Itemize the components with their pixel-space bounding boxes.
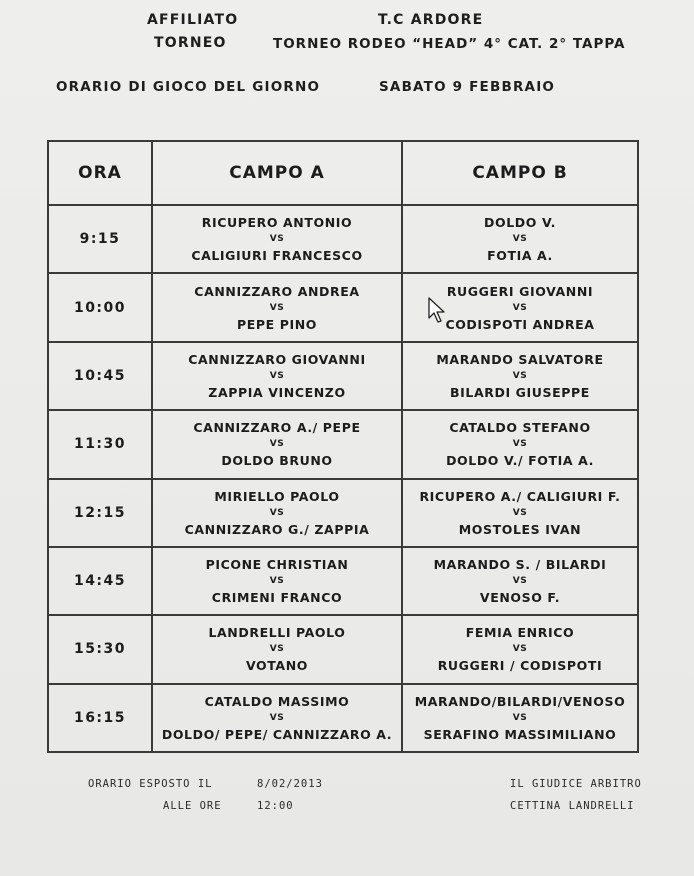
table-row bbox=[48, 205, 638, 273]
player-one: MARANDO/BILARDI/VENOSO bbox=[414, 693, 626, 709]
versus-label: VS bbox=[512, 370, 528, 381]
player-two: CRIMENI FRANCO bbox=[211, 590, 343, 606]
versus-label: VS bbox=[269, 644, 285, 655]
table-row bbox=[48, 684, 638, 752]
table-row bbox=[48, 342, 638, 410]
player-two: CANNIZZARO G./ ZAPPIA bbox=[184, 521, 370, 537]
player-two: VOTANO bbox=[246, 658, 308, 674]
versus-label: VS bbox=[269, 439, 285, 450]
player-one: DOLDO V. bbox=[484, 215, 556, 231]
player-one: MIRIELLO PAOLO bbox=[214, 488, 340, 504]
player-one: PICONE CHRISTIAN bbox=[205, 557, 349, 573]
header-ora: ORA bbox=[48, 141, 152, 205]
affiliato-label: AFFILIATO bbox=[147, 12, 239, 28]
time-cell: 12:15 bbox=[48, 479, 152, 547]
player-two: DOLDO BRUNO bbox=[221, 453, 333, 469]
campo-a-cell bbox=[152, 205, 402, 273]
player-two: CODISPOTI ANDREA bbox=[445, 316, 595, 332]
table-row bbox=[48, 479, 638, 547]
player-one: RICUPERO A./ CALIGIURI F. bbox=[419, 488, 621, 504]
esposto-date: 8/02/2013 bbox=[257, 778, 323, 790]
player-one: CANNIZZARO A./ PEPE bbox=[193, 420, 361, 436]
campo-a-cell bbox=[152, 684, 402, 752]
campo-b-cell bbox=[402, 410, 638, 478]
player-one: CATALDO MASSIMO bbox=[204, 693, 350, 709]
player-one: MARANDO SALVATORE bbox=[436, 351, 604, 367]
player-one: MARANDO S. / BILARDI bbox=[433, 557, 607, 573]
header-campo-a: CAMPO A bbox=[152, 141, 402, 205]
table-row bbox=[48, 547, 638, 615]
versus-label: VS bbox=[512, 576, 528, 587]
player-two: PEPE PINO bbox=[236, 316, 318, 332]
table-row bbox=[48, 615, 638, 683]
player-two: DOLDO V./ FOTIA A. bbox=[446, 453, 594, 469]
time-cell: 16:15 bbox=[48, 684, 152, 752]
match-date: SABATO 9 FEBBRAIO bbox=[379, 79, 556, 95]
torneo-label: TORNEO bbox=[154, 35, 227, 51]
table-row bbox=[48, 273, 638, 341]
player-two: CALIGIURI FRANCESCO bbox=[191, 248, 363, 264]
torneo-value: TORNEO RODEO “HEAD” 4° CAT. 2° TAPPA bbox=[273, 36, 626, 52]
campo-b-cell bbox=[402, 684, 638, 752]
versus-label: VS bbox=[512, 439, 528, 450]
player-two: MOSTOLES IVAN bbox=[458, 521, 582, 537]
campo-a-cell bbox=[152, 479, 402, 547]
time-cell: 10:00 bbox=[48, 273, 152, 341]
player-one: LANDRELLI PAOLO bbox=[208, 625, 346, 641]
time-cell: 11:30 bbox=[48, 410, 152, 478]
versus-label: VS bbox=[269, 302, 285, 313]
player-two: DOLDO/ PEPE/ CANNIZZARO A. bbox=[161, 726, 393, 742]
header-campo-b: CAMPO B bbox=[402, 141, 638, 205]
giudice-label: IL GIUDICE ARBITRO bbox=[510, 778, 642, 790]
table-header-row bbox=[48, 141, 638, 205]
versus-label: VS bbox=[269, 507, 285, 518]
orario-label: ORARIO DI GIOCO DEL GIORNO bbox=[56, 79, 321, 95]
versus-label: VS bbox=[512, 302, 528, 313]
versus-label: VS bbox=[512, 712, 528, 723]
giudice-name: CETTINA LANDRELLI bbox=[510, 800, 635, 812]
ore-value: 12:00 bbox=[257, 800, 294, 812]
player-one: CANNIZZARO GIOVANNI bbox=[188, 351, 366, 367]
ore-label: ALLE ORE bbox=[163, 800, 222, 812]
table-row bbox=[48, 410, 638, 478]
time-cell: 9:15 bbox=[48, 205, 152, 273]
versus-label: VS bbox=[269, 370, 285, 381]
time-cell: 15:30 bbox=[48, 615, 152, 683]
esposto-label: ORARIO ESPOSTO IL bbox=[88, 778, 213, 790]
player-two: VENOSO F. bbox=[479, 590, 561, 606]
versus-label: VS bbox=[512, 507, 528, 518]
campo-a-cell bbox=[152, 273, 402, 341]
versus-label: VS bbox=[269, 576, 285, 587]
time-cell: 14:45 bbox=[48, 547, 152, 615]
versus-label: VS bbox=[269, 712, 285, 723]
campo-a-cell bbox=[152, 410, 402, 478]
player-two: ZAPPIA VINCENZO bbox=[208, 384, 346, 400]
player-two: FOTIA A. bbox=[487, 248, 553, 264]
player-one: CANNIZZARO ANDREA bbox=[194, 283, 360, 299]
player-two: SERAFINO MASSIMILIANO bbox=[423, 726, 617, 742]
player-one: RUGGERI GIOVANNI bbox=[446, 283, 594, 299]
player-two: RUGGERI / CODISPOTI bbox=[437, 658, 603, 674]
campo-a-cell bbox=[152, 547, 402, 615]
campo-a-cell bbox=[152, 615, 402, 683]
mouse-pointer-icon bbox=[427, 296, 447, 324]
schedule-table bbox=[47, 140, 639, 753]
time-cell: 10:45 bbox=[48, 342, 152, 410]
versus-label: VS bbox=[512, 234, 528, 245]
campo-b-cell bbox=[402, 479, 638, 547]
versus-label: VS bbox=[512, 644, 528, 655]
campo-b-cell bbox=[402, 547, 638, 615]
affiliato-value: T.C ARDORE bbox=[378, 12, 484, 28]
campo-b-cell bbox=[402, 205, 638, 273]
campo-b-cell bbox=[402, 615, 638, 683]
campo-a-cell bbox=[152, 342, 402, 410]
player-two: BILARDI GIUSEPPE bbox=[450, 384, 590, 400]
versus-label: VS bbox=[269, 234, 285, 245]
player-one: FEMIA ENRICO bbox=[465, 625, 575, 641]
player-one: CATALDO STEFANO bbox=[449, 420, 591, 436]
player-one: RICUPERO ANTONIO bbox=[201, 215, 353, 231]
campo-b-cell bbox=[402, 342, 638, 410]
